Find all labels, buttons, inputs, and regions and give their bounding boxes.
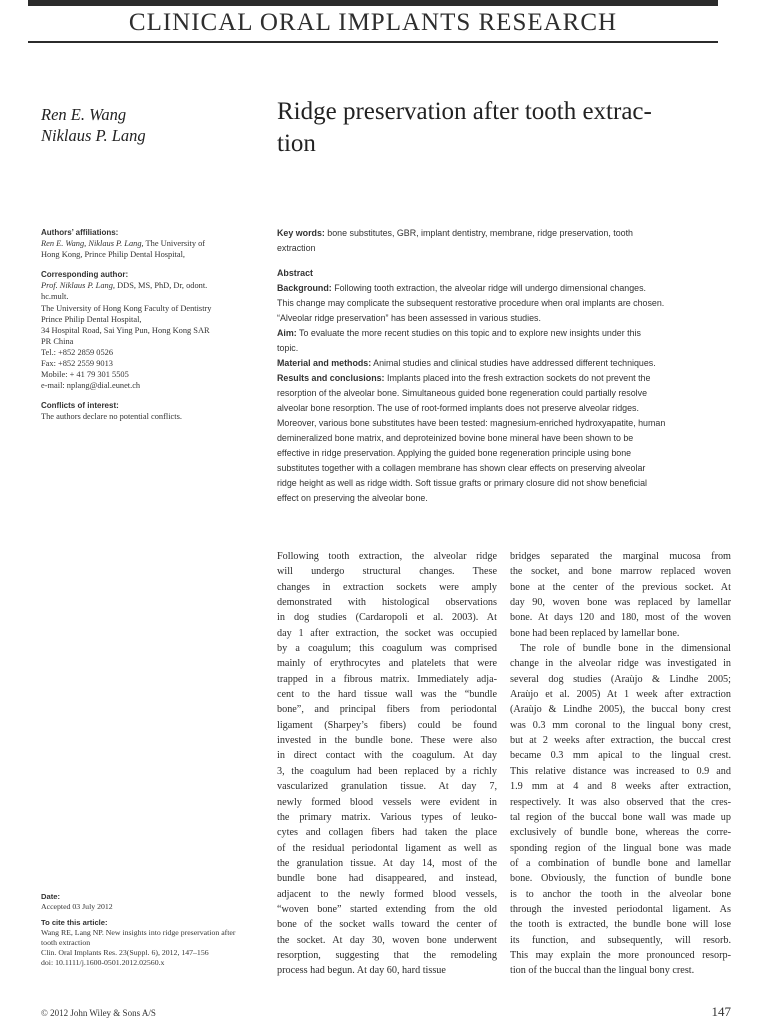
header-top-rule	[28, 0, 718, 6]
body-text-line: bone. Obviously, the function of bundle bone	[510, 873, 731, 885]
info-line	[41, 928, 263, 938]
info-line-text: tooth extraction	[41, 938, 91, 947]
conflicts-label: Conflicts of interest:	[41, 401, 119, 411]
info-line-text: 23(Suppl. 6), 2012, 147–156	[117, 948, 209, 957]
body-text-line: exclusively of bundle bone, whereas the corre-	[510, 827, 731, 839]
info-line	[41, 958, 263, 968]
info-line	[41, 280, 259, 291]
body-text-line: resorption, suggesting that the remodeling	[277, 949, 497, 961]
copyright-notice: © 2012 John Wiley & Sons A/S	[41, 1008, 156, 1018]
info-line-text: Tel.: +852 2859 0526	[41, 347, 114, 357]
corresponding-author-label: Corresponding author:	[41, 270, 129, 280]
body-text-line: sponding region of the lingual bone was made	[510, 842, 731, 854]
abstract-text: topic.	[277, 343, 299, 353]
abstract-text: Implants placed into the fresh extraction sockets do not prevent the	[384, 373, 651, 383]
body-text-line: became 0.3 mm apical to the lingual crest.	[510, 750, 731, 762]
body-text-line: invested in the bundle bone. These were also	[277, 735, 497, 747]
body-column-right	[510, 549, 731, 979]
info-line-italic: Prof. Niklaus P. Lang,	[41, 281, 115, 291]
date-label: Date:	[41, 892, 60, 901]
body-text-line: of the residual periodontal ligament as well as	[277, 842, 497, 854]
article-title-line: Ridge preservation after tooth extrac-	[277, 98, 652, 125]
info-line	[41, 238, 259, 249]
info-line-text: Mobile: + 41 79 301 5505	[41, 370, 129, 380]
body-text-line: The role of bundle bone in the dimensional	[520, 643, 731, 655]
body-text-line: adjacent to the newly formed blood vessels,	[277, 888, 497, 900]
abstract-text: This change may complicate the subsequent restorative procedure when oral implants are chosen.	[277, 298, 665, 308]
abstract-text: To evaluate the more recent studies on this topic and to explore new insights under this	[296, 328, 641, 338]
body-text-line: bridges separated the marginal mucosa from	[510, 551, 731, 562]
body-text-line: will undergo structural changes. These	[277, 566, 497, 578]
author-list	[41, 104, 146, 146]
abstract-text: substitutes together with a collagen membrane has shown clear effects on preserving alveolar	[277, 463, 646, 473]
abstract-area	[277, 226, 731, 506]
abstract-line	[277, 356, 731, 371]
body-text-line: newly formed blood vessels were evident in	[277, 796, 497, 808]
header-bottom-rule	[28, 41, 718, 43]
info-line-italic: Ren E. Wang, Niklaus P. Lang,	[41, 239, 144, 249]
abstract-section-label: Material and methods:	[277, 358, 372, 368]
body-text-line: is to anchor the tooth in the alveolar bone	[510, 888, 731, 900]
info-line	[41, 369, 259, 380]
body-text-line: day 1 after extraction, the socket was occupied	[277, 627, 497, 639]
sidebar-info	[41, 227, 259, 432]
abstract-line	[277, 431, 731, 446]
abstract-section-label: Aim:	[277, 328, 297, 338]
body-text-line: Following tooth extraction, the alveolar ridge	[277, 551, 497, 562]
abstract-line	[277, 401, 731, 416]
body-text-line: its function, and subsequently, will resorb.	[510, 934, 731, 946]
abstract-section	[277, 356, 731, 371]
info-line	[41, 938, 263, 948]
date-text: Accepted 03 July 2012	[41, 902, 113, 911]
abstract-text: alveolar bone resorption. The use of root-formed implants does not preserve alveolar ridges.	[277, 403, 639, 413]
abstract-line	[277, 491, 731, 506]
abstract-line	[277, 296, 731, 311]
date-block	[41, 892, 263, 912]
body-text-line: in dog studies (Cardaropoli et al. 2003). At	[277, 612, 497, 624]
journal-header	[28, 0, 718, 46]
body-text-line: but at 2 weeks after extraction, the buccal crest	[510, 735, 731, 747]
body-text-line: bundle bone had disappeared, and instead,	[277, 873, 497, 885]
info-line-text: doi: 10.1111/j.1600-0501.2012.02560.x	[41, 958, 165, 967]
body-text-line: the socket. At day 30, woven bone underwent	[277, 934, 497, 946]
abstract-text: Following tooth extraction, the alveolar ridge will undergo dimensional changes.	[331, 283, 646, 293]
abstract-line	[277, 326, 731, 341]
abstract-section	[277, 281, 731, 326]
page-number: 147	[711, 1004, 731, 1019]
info-line-text: Wang RE, Lang NP. New insights into ridge preservation after	[41, 928, 236, 937]
body-text-line: 1.9 mm at 4 and 8 weeks after extraction,	[510, 781, 731, 793]
body-text-line: This may explain the more pronounced resorp-	[510, 949, 731, 961]
info-line	[41, 249, 259, 260]
body-text-line: bone had been replaced by lamellar bone.	[510, 627, 680, 639]
keywords-text: extraction	[277, 243, 316, 253]
body-text-line: the primary matrix. Various types of leuko-	[277, 811, 497, 823]
body-text-line: bone. At days 120 and 180, most of the woven	[510, 612, 731, 624]
body-text-line: (Araùjo & Lindhe 2005), the buccal bony crest	[510, 704, 731, 716]
conflicts-text: The authors declare no potential conflicts.	[41, 412, 182, 422]
body-text-line: 3, the coagulum had been replaced by a richly	[277, 765, 497, 777]
abstract-line	[277, 476, 731, 491]
author-name: Ren E. Wang	[41, 105, 127, 124]
sidebar-citation-info	[41, 892, 263, 974]
info-line-italic: Clin. Oral Implants Res.	[41, 948, 118, 957]
body-text-line: tal region of the buccal bone wall was made up	[510, 811, 731, 823]
abstract-text: effective in ridge preservation. Applying the guided bone regeneration principle using bone	[277, 448, 632, 458]
body-text-line: the socket, and bone marrow replaced woven	[510, 566, 731, 578]
body-text-line: several dog studies (Araùjo & Lindhe 2005;	[510, 673, 731, 685]
info-line-text: DDS, MS, PhD, Dr, odont.	[115, 281, 208, 291]
corresponding-author-block	[41, 269, 259, 391]
abstract-line	[277, 386, 731, 401]
info-line-text: e-mail: nplang@dial.eunet.ch	[41, 381, 141, 391]
abstract-heading: Abstract	[277, 268, 314, 278]
citation-block	[41, 918, 263, 968]
body-text-line: Araùjo et al. 2005) At 1 week after extraction	[510, 689, 731, 701]
body-text-line: in direct contact with the coagulum. At day	[277, 750, 497, 762]
body-text-line: of a combination of bundle bone and lamellar	[510, 857, 731, 869]
body-text-line: the tooth is extracted, the bundle bone will lose	[510, 919, 731, 931]
body-text-line: bone at the center of the previous socket. At	[510, 581, 731, 593]
abstract-line	[277, 341, 731, 356]
abstract-line	[277, 281, 731, 296]
citation-label: To cite this article:	[41, 918, 108, 927]
info-line	[41, 291, 259, 302]
affiliations-block	[41, 227, 259, 260]
info-line	[41, 347, 259, 358]
body-text-line: by a coagulum; this coagulum was comprised	[277, 643, 497, 655]
body-text-line: vascularized granulation tissue. At day 7,	[277, 781, 497, 793]
body-text-line: “woven bone” started extending from the old	[277, 903, 497, 915]
abstract-section-label: Background:	[277, 283, 332, 293]
abstract-line	[277, 416, 731, 431]
body-text-line: process had begun. At day 60, hard tissue	[277, 965, 446, 977]
abstract-text: Animal studies and clinical studies have addressed different techniques.	[371, 358, 656, 368]
body-text-line: trapped in a fibrous matrix. Immediately adja-	[277, 673, 497, 685]
body-text-line: cent to the hard tissue wall was the “bundle	[277, 689, 497, 701]
conflicts-block	[41, 400, 259, 422]
info-line-text: Hong Kong, Prince Philip Dental Hospital,	[41, 250, 185, 260]
body-text-line: mainly of erythrocytes and platelets that were	[277, 658, 497, 670]
body-text-line: respectively. It was also observed that the cres-	[510, 796, 731, 808]
body-text-line: the granulation tissue. At day 14, most of the	[277, 857, 497, 869]
body-text-line: tion of the buccal than the lingual bony crest.	[510, 965, 695, 977]
info-line	[41, 336, 259, 347]
affiliations-label: Authors’ affiliations:	[41, 228, 119, 237]
body-text-line: changes in extraction sockets were amply	[277, 581, 497, 593]
abstract-text: resorption of the alveolar bone. Simultaneous guided bone regeneration could partially resolve	[277, 388, 648, 398]
body-column-left	[277, 549, 497, 979]
author-name: Niklaus P. Lang	[41, 126, 146, 145]
body-text-line: was 0.3 mm coronal to the lingual bony crest,	[510, 719, 731, 731]
body-text-line: through the invested periodontal ligament. As	[510, 903, 731, 915]
keywords-block	[277, 226, 731, 256]
info-line	[41, 380, 259, 391]
info-line-text: The University of	[143, 239, 206, 249]
article-title-line: tion	[277, 130, 316, 157]
info-line	[41, 314, 259, 325]
abstract-text: demineralized bone matrix, and deproteinized bovine bone mineral have been shown to be	[277, 433, 634, 443]
info-line-text: Prince Philip Dental Hospital,	[41, 314, 142, 324]
info-line	[41, 303, 259, 314]
abstract-section-label: Results and conclusions:	[277, 373, 385, 383]
abstract-line	[277, 311, 731, 326]
info-line-text: Fax: +852 2559 9013	[41, 359, 113, 369]
info-line	[41, 325, 259, 336]
body-text-line: This relative distance was increased to 0.9 and	[510, 765, 731, 777]
info-line	[41, 358, 259, 369]
body-text-line: ligament (Sharpey’s fibers) could be found	[277, 719, 497, 731]
journal-title: CLINICAL ORAL IMPLANTS RESEARCH	[128, 9, 618, 36]
info-line-text: hc.mult.	[41, 292, 69, 302]
abstract-text: “Alveolar ridge preservation” has been assessed in various studies.	[277, 313, 541, 323]
abstract-text: Moreover, various bone substitutes have been tested: magnesium-enriched hydroxyapatite, human	[277, 418, 666, 428]
abstract-line	[277, 446, 731, 461]
info-line	[41, 948, 263, 958]
body-text-line: change in the alveolar ridge was investigated in	[510, 658, 731, 670]
abstract-line	[277, 461, 731, 476]
body-text-line: cytes and collagen fibers had taken the place	[277, 827, 497, 839]
body-text-line: bone of the socket walls toward the center of	[277, 919, 497, 931]
info-line-text: 34 Hospital Road, Sai Ying Pun, Hong Kong SAR	[41, 325, 210, 335]
keywords-label: Key words:	[277, 228, 325, 238]
body-text-line: bone”, and principal fibers from periodontal	[277, 704, 497, 716]
info-line-text: PR China	[41, 336, 74, 346]
abstract-section	[277, 371, 731, 506]
abstract-text: ridge height as well as ridge width. Soft tissue grafts or primary closure did not show beneficial	[277, 478, 647, 488]
body-text-line: demonstrated with histological observations	[277, 597, 497, 609]
abstract-section	[277, 326, 731, 356]
article-title	[277, 96, 717, 160]
info-line-text: The University of Hong Kong Faculty of Dentistry	[41, 303, 212, 313]
abstract-text: effect on preserving the alveolar bone.	[277, 493, 428, 503]
body-text-line: day 90, woven bone was replaced by lamellar	[510, 597, 731, 609]
abstract-line	[277, 371, 731, 386]
keywords-text: bone substitutes, GBR, implant dentistry, membrane, ridge preservation, tooth	[324, 228, 633, 238]
